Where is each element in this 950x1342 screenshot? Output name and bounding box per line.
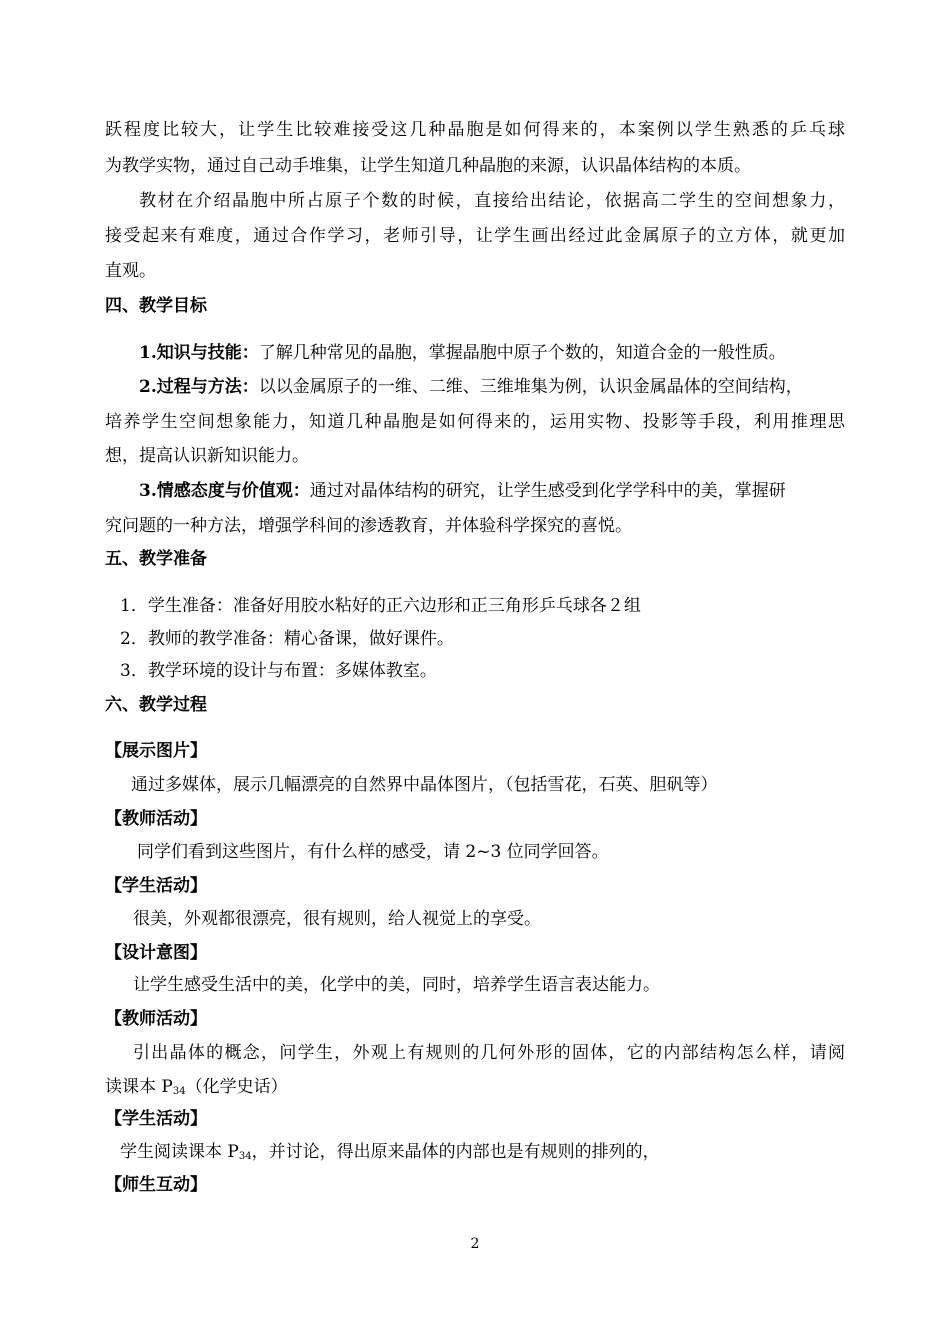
goal-3-label: 3.情感态度与价值观： [139,481,310,501]
block-text-design-intent: 让学生感受生活中的美，化学中的美，同时，培养学生语言表达能力。 [133,975,660,995]
intro-line-4: 接受起来有难度，通过合作学习，老师引导，让学生画出经过此金属原子的立方体，就更加 [105,226,845,246]
textbook-ref-pre: 读课本 P [105,1077,173,1097]
section-5-heading: 五、教学准备 [105,549,207,569]
prep-item-3: 3．教学环境的设计与布置：多媒体教室。 [120,661,437,681]
intro-line-1: 跃程度比较大，让学生比较难接受这几种晶胞是如何得来的，本案例以学生熟悉的乒乓球 [105,120,845,140]
block-label-teacher-activity-2: 【教师活动】 [105,1009,207,1029]
student-ref-post: ，并讨论，得出原来晶体的内部也是有规则的排列的， [251,1142,660,1162]
block-label-show-images: 【展示图片】 [105,741,207,761]
page-number: 2 [470,1236,480,1252]
section-6-heading: 六、教学过程 [105,695,207,715]
goal-2-line-3: 想，提高认识新知识能力。 [105,446,309,466]
block-label-teacher-activity-1: 【教师活动】 [105,809,207,829]
intro-line-3: 教材在介绍晶胞中所占原子个数的时候，直接给出结论，依据高二学生的空间想象力， [139,191,845,211]
goal-1 [139,341,786,365]
goal-1-label: 1.知识与技能： [139,343,259,363]
goal-2-label: 2.过程与方法： [139,377,259,397]
block-text-student-activity-1: 很美，外观都很漂亮，很有规则，给人视觉上的享受。 [133,909,541,929]
block-text-teacher-activity-1: 同学们看到这些图片，有什么样的感受，请 2~3 位同学回答。 [137,842,609,862]
goal-2-line-2: 培养学生空间想象能力，知道几种晶胞是如何得来的，运用实物、投影等手段，利用推理思 [105,412,845,432]
block-text-teacher-activity-2-line-2 [105,1075,288,1099]
section-4-heading: 四、教学目标 [105,296,207,316]
prep-item-1: 1．学生准备：准备好用胶水粘好的正六边形和正三角形乒乓球各２组 [120,596,641,616]
prep-item-2: 2．教师的教学准备：精心备课，做好课件。 [120,629,454,649]
block-text-teacher-activity-2: 引出晶体的概念，问学生，外观上有规则的几何外形的固体，它的内部结构怎么样，请阅 [133,1043,845,1063]
goal-3-text: 通过对晶体结构的研究，让学生感受到化学学科中的美，掌握研 [309,481,786,501]
block-label-design-intent: 【设计意图】 [105,943,207,963]
goal-1-text: 了解几种常见的晶胞，掌握晶胞中原子个数的，知道合金的一般性质。 [258,343,786,363]
textbook-ref-post: （化学史话） [185,1077,288,1097]
goal-3-line-2: 究问题的一种方法，增强学科间的渗透教育，并体验科学探究的喜悦。 [105,516,632,536]
block-label-student-activity-1: 【学生活动】 [105,876,207,896]
goal-2-text: 以以金属原子的一维、二维、三维堆集为例，认识金属晶体的空间结构， [258,377,803,397]
block-text-show-images: 通过多媒体，展示几幅漂亮的自然界中晶体图片，（包括雪花，石英、胆矾等） [131,775,718,795]
block-text-student-activity-2 [120,1140,660,1164]
goal-3 [139,479,786,503]
student-page-sub: 34 [238,1151,252,1162]
block-label-student-activity-2: 【学生活动】 [105,1109,207,1129]
intro-line-5: 直观。 [105,261,156,281]
block-label-teacher-student-interaction: 【师生互动】 [105,1175,207,1195]
goal-2 [139,375,803,399]
intro-line-2: 为教学实物，通过自己动手堆集，让学生知道几种晶胞的来源，认识晶体结构的本质。 [105,156,751,176]
textbook-page-sub: 34 [172,1086,186,1097]
student-ref-pre: 学生阅读课本 P [120,1142,239,1162]
